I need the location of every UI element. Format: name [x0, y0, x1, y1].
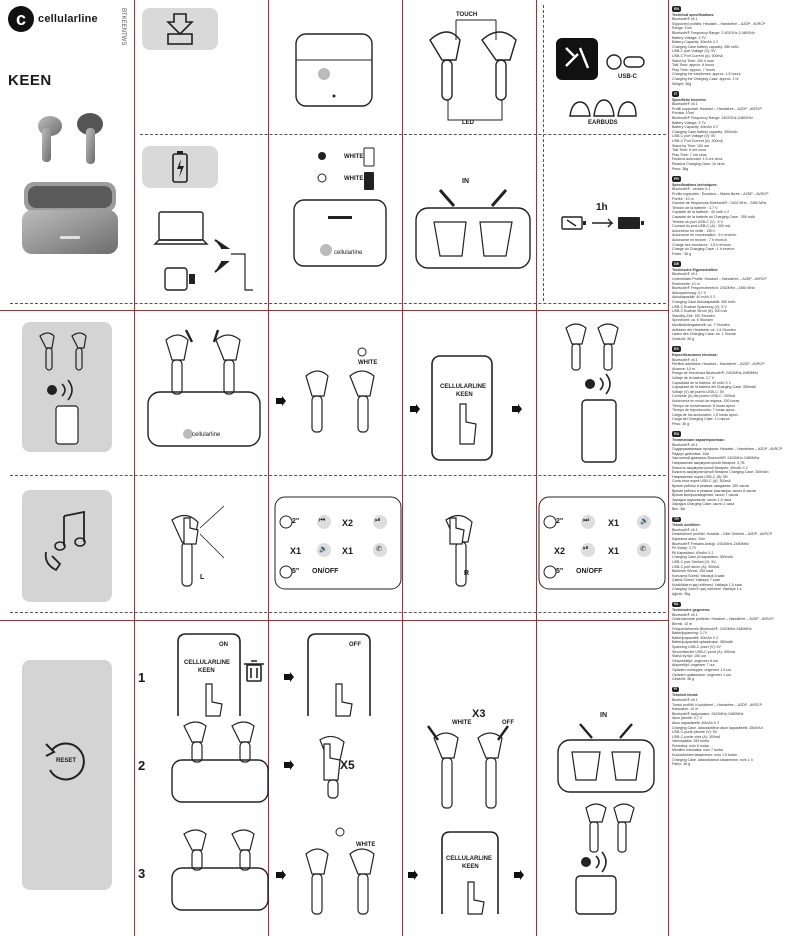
step-number: 3 — [138, 866, 146, 881]
accessories-box-icon — [556, 38, 598, 80]
spec-line: Standby-Zeit: 150 Stunden — [672, 313, 715, 318]
spec-title: Technical specifications: — [672, 12, 715, 17]
double-tap-label: X2 — [342, 518, 354, 528]
spec-block-fr — [672, 176, 800, 256]
touch-label: TOUCH — [456, 12, 478, 18]
spec-line: Opladen oplaadcase: ongeveer 1 uur — [672, 672, 732, 677]
usb-c-label: USB-C — [618, 74, 637, 80]
battery-charge-diagram — [562, 214, 646, 234]
spec-line: Battery Voltage: 3.7V — [672, 120, 706, 125]
spec-line: Bluetooth® : version 5.1 — [672, 187, 711, 192]
spec-line: Perfiles admitidos: Headset – Handsfree – A2DP - AVRCP — [672, 362, 765, 367]
spec-block-nl — [672, 602, 800, 682]
dashed-divider — [10, 303, 666, 304]
brand-logo — [8, 6, 98, 32]
off-label: OFF — [502, 720, 514, 726]
spec-line: Bluetooth® v5.1 — [672, 697, 698, 702]
device-name-label: KEEN — [198, 668, 215, 674]
language-badge: EN — [674, 6, 679, 11]
language-badge: RU — [674, 431, 680, 436]
step-number: 1 — [138, 670, 146, 685]
spec-line: Емкость аккумуляторной батареи: 40mAh X 2 — [672, 465, 748, 470]
single-tap-label: X1 — [342, 546, 354, 556]
spec-line: USB-C-portin jännite (V): 5V — [672, 730, 718, 735]
single-tap-label: X1 — [608, 518, 620, 528]
column-divider — [536, 0, 537, 936]
phone-bluetooth-off — [306, 632, 372, 716]
dashed-divider — [140, 134, 666, 135]
spec-line: Stroomsterkte USB-C-poort (A): 300mA — [672, 649, 736, 654]
spec-line: Autonomie en conversation : 6 h environ — [672, 233, 737, 238]
dashed-divider — [10, 475, 666, 476]
spec-line: Tension de la batterie : 3,7 V — [672, 205, 718, 210]
paired-earbuds-phone — [560, 318, 640, 466]
earbuds-step3-white — [300, 830, 396, 920]
spec-line: Kulaklıkların şarj edilmesi: Yaklaşık 1,5 saat — [672, 582, 742, 587]
spec-line: Desteklenen profiller: Kulaklık – Eller Serbest – A2DP - AVRCP — [672, 532, 773, 537]
row-divider — [0, 310, 668, 311]
on-label: ON — [219, 642, 228, 648]
spec-title: Технические характеристики: — [672, 438, 725, 443]
device-name-label: CELLULARLINE — [440, 384, 486, 390]
spec-line: Зарядка наушников: около 1,5 часа — [672, 497, 732, 502]
volume-down-icon: 🔉 — [319, 546, 328, 553]
spec-line: Bekleme Süresi: 150 saat — [672, 569, 713, 574]
spec-line: USB-C-portin virta (A): 300mA — [672, 734, 721, 739]
spec-line: Gewicht: 36 g — [672, 336, 694, 341]
spec-line: Gesprekstijd: ongeveer 6 uur — [672, 658, 719, 663]
trash-icon — [244, 660, 264, 682]
spec-line: USB-C port Voltage (V): 5V — [672, 134, 716, 139]
right-label: R — [464, 570, 470, 577]
spec-line: Opladen oordopjes: ongeveer 1,5 uur — [672, 667, 732, 672]
music-call-icon — [44, 512, 94, 572]
spec-line: Tiempo de conversación: 6 horas aprox. — [672, 403, 736, 408]
spec-line: USB-C Port Current (A): 300mA — [672, 139, 723, 144]
right-controls-panel — [538, 496, 666, 590]
spec-line: Bluetooth®-taajuusalue: 2402MHz-2480MHz — [672, 711, 744, 716]
case-brand-label: cellularline — [192, 432, 221, 438]
spec-block-es — [672, 346, 800, 426]
tap-x5-label: X5 — [340, 758, 355, 772]
left-controls-panel — [274, 496, 402, 590]
spec-line: Play Time: 7 ore circa — [672, 152, 707, 157]
spec-line: Charging Case'in şarj edilmesi: Yaklaşık 1 s — [672, 587, 742, 592]
spec-line: Afspeeltijd: ongeveer 7 uur — [672, 663, 715, 668]
spec-line: Сила тока порта USB-C (А): 300mA — [672, 479, 731, 484]
spec-line: Stand by Time: 150 ore — [672, 143, 710, 148]
spec-line: Tension du port USB-C (V) : 5 V — [672, 219, 723, 224]
tap-x3-label: X3 — [472, 708, 486, 720]
white-label: WHITE — [356, 842, 376, 848]
hold-2s-label: 2" — [292, 518, 300, 525]
left-earbud-touch — [164, 510, 224, 590]
hold-2s-label: 2" — [556, 518, 564, 525]
spec-line: Musikwiedergabezeit: ca. 7 Stunden — [672, 323, 730, 327]
off-label: OFF — [349, 642, 361, 648]
spec-line: Akkuspannung: 3,7 V — [672, 290, 707, 295]
earbuds-back-in-case — [556, 720, 656, 860]
spec-line: Talk Time: 6 ore circa — [672, 148, 706, 153]
led-label: LED — [462, 120, 474, 126]
spec-line: Laden des Charging Case: ca. 1 Stunde — [672, 332, 736, 337]
spec-line: Gamme de fréquences Bluetooth® : 2402 MHz - 2480 MHz — [672, 201, 767, 206]
spec-line: Akun jännite: 3,7 V — [672, 716, 703, 721]
spec-title: Spécifications techniques: — [672, 182, 718, 187]
spec-line: Charging the Charging Case: approx. 1 hr — [672, 76, 739, 81]
spec-line: Charging the earphones: approx. 1.5 hours — [672, 72, 741, 77]
spec-title: Technische Eigenschaften: — [672, 267, 719, 272]
spec-title: Technische gegevens: — [672, 608, 711, 613]
brand-name: cellularline — [38, 13, 98, 25]
spec-line: USB-C Port Current (A): 300mA — [672, 53, 723, 58]
spec-line: Battery Voltage: 3.7V — [672, 35, 706, 40]
spec-line: Autonomie en veille : 150 h — [672, 228, 716, 233]
spec-line: Tuetut profiilit: Kuulokkeet – Handsfree – A2DP - AVRCP — [672, 702, 763, 707]
earbuds-led-white — [300, 346, 396, 436]
hold-5s-label: 5" — [556, 568, 564, 575]
answer-call-icon: ✆ — [376, 546, 382, 553]
charging-case-closed — [294, 30, 374, 110]
spec-line: Alcance: 10 m — [672, 366, 695, 371]
on-off-label: ON/OFF — [312, 568, 339, 575]
language-badge: FI — [674, 687, 678, 692]
spec-line: Supported profiles: Headset – Handsfree – A2DP - AVRCP — [672, 21, 766, 26]
spec-line: Bluetooth® v5.1 — [672, 527, 698, 532]
next-track-icon: ⏭ — [583, 517, 590, 524]
spec-line: Carga del Charging Case: 1 h aprox. — [672, 417, 731, 422]
spec-line: Частотный диапазон Bluetooth®: 2402MHz-2480MHz — [672, 456, 760, 461]
column-divider — [668, 0, 669, 936]
spec-line: Поддерживаемые профили: Headset – Handsfree – A2DP - AVRCP — [672, 447, 783, 452]
spec-line: Capacité de la batterie : 40 mAh x 2 — [672, 210, 730, 215]
single-tap-label: X1 — [608, 546, 620, 556]
spec-line: Время работы в режиме ожидания: 150 часов — [672, 484, 749, 488]
spec-line: Stand by Time: 150 h ours — [672, 58, 714, 63]
spec-line: Bluetooth® v5.1 — [672, 102, 698, 107]
single-tap-label: X1 — [290, 546, 302, 556]
spec-line: Bluetooth® v5.1 — [672, 272, 698, 277]
spec-line: Talk Time: approx. 6 hours — [672, 63, 715, 68]
device-name-label: KEEN — [462, 864, 479, 870]
spec-line: Емкость аккумуляторной батареи Charging Case: 350mAh — [672, 470, 769, 475]
spec-line: Kapsama alanı: 10m — [672, 536, 705, 541]
spec-line: Charging Case battery capacity: 350mAh — [672, 129, 738, 134]
phone-reconnect — [440, 830, 500, 914]
on-off-label: ON/OFF — [576, 568, 603, 575]
spec-line: Konuşma Süresi: Yaklaşık 6 saat — [672, 573, 725, 578]
spec-line: Akkukapazität: 40 mAh X 2 — [672, 295, 716, 300]
spec-line: Profils supportés : Écouteur – Mains-libres – A2DP – AVRCP — [672, 191, 769, 196]
language-badge: TR — [674, 517, 679, 522]
product-code: BTKEENTWS — [120, 8, 126, 46]
phone-select-device — [430, 354, 494, 464]
language-badge: FR — [674, 176, 679, 181]
spec-line: USB-C Buchse Strom (A): 300 mA — [672, 309, 727, 314]
spec-line: Rango de frecuencia Bluetooth®: 2402MHz-2480MHz — [672, 371, 758, 376]
previous-track-icon: ⏮ — [319, 517, 326, 524]
spec-line: Вес: 36г — [672, 506, 686, 511]
spec-line: Profili supportati: Headset – Handsfree – A2DP - AVRCP — [672, 106, 762, 111]
spec-block-tr — [672, 517, 800, 597]
reconnected-phone — [570, 856, 634, 916]
spec-line: Portée : 10 m — [672, 196, 694, 201]
dashed-divider — [543, 5, 544, 301]
brand-mark: c — [8, 6, 34, 32]
spec-line: Bluetooth® Frekans Aralığı: 2402MHz-2480MHz — [672, 541, 749, 546]
language-badge: NL — [674, 602, 679, 607]
in-label: IN — [600, 712, 607, 719]
spec-line: Voltaje de la batería: 3,7 V — [672, 375, 715, 380]
language-badge: ES — [674, 346, 679, 351]
usb-c-cable-icon — [606, 52, 646, 72]
earbuds-label: EARBUDS — [588, 120, 618, 126]
spec-block-de — [672, 261, 800, 341]
dashed-divider — [10, 612, 666, 613]
case-brand-label: cellularline — [334, 250, 363, 256]
spec-line: Радиус действия: 10м — [672, 451, 709, 456]
spec-line: Bluetooth® Frequency Range: 2.402GHz-2.480GHz — [672, 30, 755, 35]
spec-line: Capacité de la batterie du Charging Case : 350 mAh — [672, 214, 756, 219]
spec-title: Teknik özellikler: — [672, 523, 701, 528]
spec-line: Portata: 10mt — [672, 111, 694, 116]
column-divider — [402, 0, 403, 936]
spec-line: Valmiusaika: 150 tuntia — [672, 739, 709, 744]
spec-line: Зарядка Charging Case: около 1 часа — [672, 502, 735, 507]
spec-line: Напряжение порта USB-C (В): 5В — [672, 474, 728, 479]
spec-line: Stand-by tijd: 150 uur — [672, 654, 707, 659]
spec-line: Capacidad de la batería: 40 mAh X 2 — [672, 380, 731, 385]
spec-line: Paino: 36 g — [672, 762, 691, 767]
white-label: WHITE — [452, 720, 472, 726]
spec-line: Charging Case -latauskotelon lataaminen: noin 1 h — [672, 757, 753, 762]
product-photo — [20, 110, 120, 260]
spec-line: Bluetooth® v5.1 — [672, 442, 698, 447]
spec-line: Sprechzeit: ca. 6 Stunden — [672, 318, 714, 323]
spec-line: Autonomie en lecture : 7 h environ — [672, 237, 727, 242]
hold-5s-label: 5" — [292, 568, 300, 575]
spec-line: Batterijcapaciteit oplaadcase: 350mAh — [672, 640, 734, 645]
battery-charging-icon — [172, 150, 188, 184]
spec-line: Gewicht: 36 g — [672, 677, 694, 682]
spec-line: Charge du Charging Case : 1 h environ — [672, 247, 735, 252]
spec-line: Çalma Süresi: Yaklaşık 7 saat — [672, 578, 720, 583]
left-label: L — [200, 574, 205, 581]
spec-title: Tekniset tiedot: — [672, 693, 699, 698]
earbuds-in-case — [414, 186, 532, 270]
spec-line: Tiempo de reproducción: 7 horas aprox. — [672, 408, 736, 413]
pairing-icons — [38, 330, 98, 448]
spec-line: Capacidad de la batería del Charging Case: 350mAh — [672, 385, 757, 390]
reset-label: RESET — [56, 758, 77, 764]
spec-line: Courant du port USB-C (A) : 300 mA — [672, 224, 731, 229]
spec-line: Frequentiebereik Bluetooth®: 2402MHz-2480MHz — [672, 626, 752, 631]
spec-line: Carga de los auriculares: 1,5 horas aprox. — [672, 412, 739, 417]
step-number: 2 — [138, 758, 146, 773]
spec-block-fi — [672, 687, 800, 767]
spec-line: Spanning USB-C-poort (V): 5V — [672, 645, 721, 649]
language-badge: DE — [674, 261, 679, 266]
spec-line: USB-C port Voltage (V): 5V — [672, 49, 716, 54]
arrow-right-icon — [410, 404, 420, 414]
spec-line: Akun kapasiteetti: 40mAh X 2 — [672, 720, 720, 725]
white-label: WHITE — [344, 176, 364, 182]
arrow-right-icon — [408, 870, 418, 880]
technical-specifications — [672, 6, 800, 772]
spec-line: Unterstützte Profile: Headset – Handsfree – A2DP - AVRCP — [672, 277, 767, 282]
earbuds-reset-led — [418, 724, 518, 814]
ear-tips-icon — [568, 100, 638, 118]
case-earbuds-step3 — [170, 826, 270, 912]
spec-line: Charging Case pil kapasitesi: 350mAh — [672, 555, 733, 560]
spec-line: Ondersteunde profielen: Headset – Handsfree – A2DP - AVRCP — [672, 617, 774, 622]
arrow-right-icon — [514, 870, 524, 880]
spec-line: Kuulokkeiden lataaminen: noin 1,5 tuntia — [672, 753, 737, 758]
reject-call-icon: ✆ — [640, 546, 646, 553]
spec-line: Charge des écouteurs : 1,5 h environ — [672, 242, 732, 247]
spec-line: Peso: 36 g — [672, 421, 690, 426]
spec-line: Bluetooth® v5.1 — [672, 612, 698, 617]
spec-line: Время воспроизведения: около 7 часов — [672, 493, 739, 498]
spec-line: Bluetooth® v5.1 — [672, 357, 698, 362]
spec-line: Pil Voltajı: 3,7V — [672, 546, 697, 551]
double-tap-label: X2 — [554, 546, 566, 556]
charge-time-label: 1h — [596, 202, 608, 213]
spec-line: Voltaje (V) del puerto USB-C: 5V — [672, 389, 725, 394]
case-earbuds-step2 — [170, 718, 270, 804]
spec-line: Bluetooth® v5.1 — [672, 17, 698, 22]
spec-line: USB-C port Gerilimi (V): 5V — [672, 559, 716, 564]
device-name-label: CELLULARLINE — [446, 856, 492, 862]
in-label: IN — [462, 178, 469, 185]
spec-line: USB-C Buchse Spannung (V): 5 V — [672, 304, 727, 309]
phone-forget-device — [176, 632, 242, 716]
spec-title: Specifiche tecniche: — [672, 97, 707, 102]
row-divider — [0, 620, 668, 621]
spec-line: Время работы в режиме разговора: около 6 часов — [672, 488, 756, 493]
arrow-right-icon — [512, 404, 522, 414]
spec-line: Autonomía en modo de espera: 150 horas — [672, 398, 740, 403]
arrow-right-icon — [284, 760, 294, 770]
charging-sources — [155, 210, 265, 300]
column-divider — [134, 0, 135, 936]
spec-line: Batterijcapaciteit: 40mAh X 2 — [672, 635, 719, 640]
spec-line: Kantoalue: 10 m — [672, 707, 699, 712]
play-pause-icon: ⏯ — [583, 545, 589, 552]
spec-line: Range: 10m — [672, 26, 692, 31]
device-name-label: KEEN — [456, 392, 473, 398]
spec-block-it — [672, 91, 800, 171]
arrow-right-icon — [284, 672, 294, 682]
white-label: WHITE — [344, 154, 364, 160]
spec-line: Reichweite: 10 m — [672, 281, 700, 286]
spec-line: Peso: 36g — [672, 166, 689, 171]
device-name-label: CELLULARLINE — [184, 660, 230, 666]
play-pause-icon: ⏯ — [375, 517, 381, 524]
spec-line: Battery Capacity: 40mAh X 2 — [672, 125, 719, 130]
spec-line: Ricarica Charging Case: 1h circa — [672, 162, 725, 166]
spec-line: Bluetooth® Frequenzbereich: 2402MHz - 2480 MHz — [672, 286, 755, 291]
language-badge: IT — [674, 91, 678, 96]
spec-block-ru — [672, 431, 800, 511]
earbuds-touch-diagram — [420, 20, 530, 125]
volume-up-icon: 🔊 — [640, 518, 649, 525]
spec-line: Bluetooth® Frequency Range: 2402GHz-2480GHz — [672, 116, 753, 121]
spec-title: Especificaciones técnicas: — [672, 352, 718, 357]
arrow-right-icon — [276, 396, 286, 406]
spec-line: Weight: 36g — [672, 81, 692, 86]
spec-line: Ricarica auricolari: 1.5 ore circa — [672, 157, 723, 162]
spec-line: Aufladen der Headsets: ca. 1,5 Stunden — [672, 327, 736, 332]
spec-line: Bereik: 10 m — [672, 622, 693, 627]
spec-line: Напряжение аккумуляторной батареи: 3,7В — [672, 461, 745, 466]
product-title: KEEN — [8, 72, 52, 89]
spec-line: Pil Kapasitesi: 40mAh X 2 — [672, 550, 714, 555]
spec-line: Charging Case Akkukapazität: 350 mAh — [672, 300, 736, 305]
arrow-right-icon — [276, 870, 286, 880]
spec-line: Corriente (A) del puerto USB-C: 300mA — [672, 394, 736, 399]
spec-line: USB-C port akımı (A): 300mA — [672, 564, 720, 569]
spec-line: Charging Case battery capacity: 350 mAh — [672, 44, 739, 49]
spec-line: Poids : 36 g — [672, 251, 691, 256]
unbox-icon — [166, 12, 194, 46]
right-earbud-touch — [420, 510, 480, 590]
spec-line: Musiikin toistoaika: noin 7 tuntia — [672, 748, 723, 753]
spec-line: Play Time: approx. 7 hours — [672, 67, 715, 72]
spec-line: Ağırlık: 36g — [672, 592, 691, 597]
spec-line: Battery Capacity: 40mAh X 2 — [672, 40, 719, 45]
spec-line: Charging Case -latauskotelon akun kapasiteetti: 350mAh — [672, 725, 763, 730]
white-label: WHITE — [358, 360, 378, 366]
spec-block-en — [672, 6, 800, 86]
spec-line: Batterijspanning: 3,7V — [672, 631, 708, 636]
spec-line: Puheaika: noin 6 tuntia — [672, 743, 709, 748]
